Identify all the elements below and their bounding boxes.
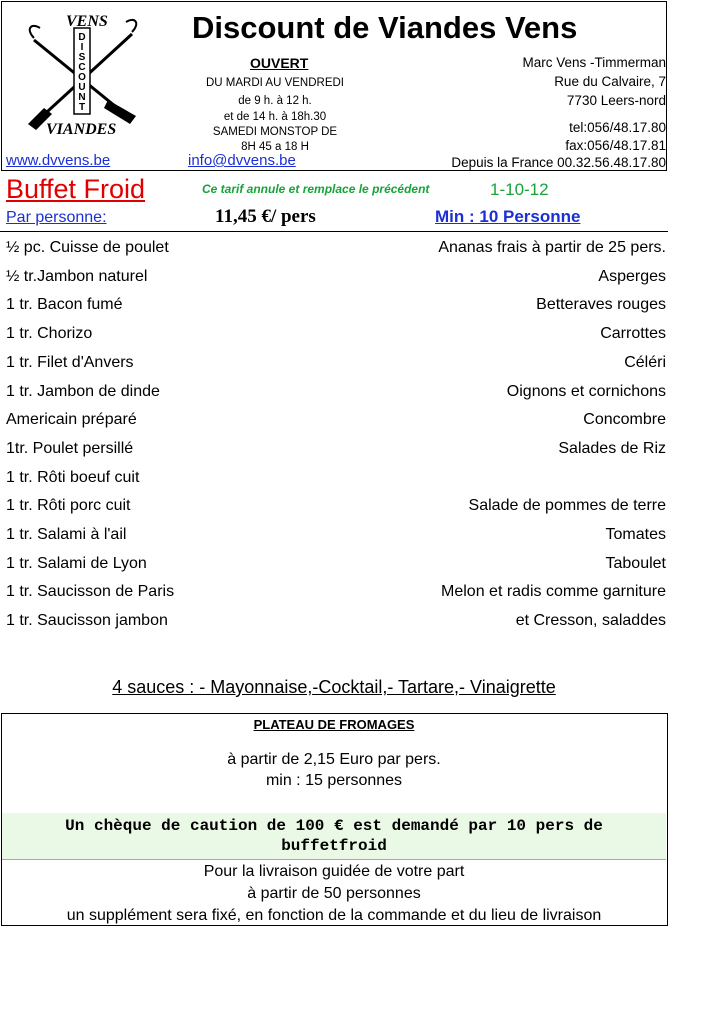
france-phone: Depuis la France 00.32.56.48.17.80 [451,155,666,170]
buffet-item-left: 1 tr. Saucisson de Paris [6,583,175,600]
tarif-date: 1-10-12 [490,180,549,199]
logo-top-text: VENS [66,13,108,30]
sauces-line: 4 sauces : - Mayonnaise,-Cocktail,- Tartare,- Vinaigrette [112,677,556,697]
buffet-item-right: et Cresson, saladdes [515,612,666,629]
buffet-item-left: 1 tr. Rôti boeuf cuit [6,469,140,486]
caution-divider [2,859,666,860]
buffet-item-left: Americain préparé [6,411,137,428]
buffet-item-left: 1 tr. Chorizo [6,325,93,342]
buffet-item-right: Asperges [598,268,666,285]
minimum-persons: Min : 10 Personne [435,207,581,226]
buffet-item-left: ½ tr.Jambon naturel [6,268,148,285]
logo-vertical-text: D I S C O U N T [78,32,86,113]
buffet-item-left: 1 tr. Salami à l'ail [6,526,127,543]
buffet-item-right: Melon et radis comme garniture [441,583,666,600]
buffet-item-right: Oignons et cornichons [506,383,666,400]
logo-bottom-text: VIANDES [46,121,117,138]
website-link[interactable]: www.dvvens.be [6,152,111,169]
buffet-item-left: 1tr. Poulet persillé [6,440,134,457]
buffet-title: Buffet Froid [6,174,146,204]
buffet-item-left: 1 tr. Rôti porc cuit [6,497,131,514]
hours-line: 8H 45 a 18 H [241,141,309,153]
caution-notice: Un chèque de caution de 100 € est demandé par 10 pers de buffetfroid [65,817,603,855]
buffet-item-right: Salades de Riz [558,440,666,457]
buffet-item-right: Concombre [583,411,666,428]
buffet-item-left: 1 tr. Bacon fumé [6,296,123,313]
header-divider [1,170,667,171]
par-personne-label: Par personne: [6,209,107,226]
fromage-minimum: min : 15 personnes [265,772,403,789]
fromage-price: à partir de 2,15 Euro par pers. [227,751,441,768]
buffet-item-right: Ananas frais à partir de 25 pers. [438,239,666,256]
tarif-note: Ce tarif annule et remplace le précédent [202,182,430,196]
address-line: Rue du Calvaire, 7 [554,74,666,89]
hours-line: DU MARDI AU VENDREDI [205,77,345,89]
fromage-title: PLATEAU DE FROMAGES [253,717,415,732]
buffet-item-left: 1 tr. Filet d'Anvers [6,354,134,371]
buffet-item-left: 1 tr. Jambon de dinde [6,383,160,400]
address-line: Marc Vens -Timmerman [522,55,666,70]
livraison-line: un supplément sera fixé, en fonction de la commande et du lieu de livraison [66,907,602,924]
phone-number: tel:056/48.17.80 [569,120,666,135]
price-per-person: 11,45 €/ pers [215,206,316,227]
buffet-item-right: Betteraves rouges [536,296,666,313]
hours-line: de 9 h. à 12 h. [238,95,312,107]
hours-line: SAMEDI MONSTOP DE [212,126,338,138]
buffet-item-right: Carrottes [600,325,666,342]
buffet-item-left: ½ pc. Cuisse de poulet [6,239,169,256]
buffet-item-right: Taboulet [605,555,666,572]
hours-line: et de 14 h. à 18h.30 [223,111,327,123]
address-line: 7730 Leers-nord [566,93,666,108]
email-link[interactable]: info@dvvens.be [188,152,296,169]
butcher-logo [24,12,142,142]
livraison-line: Pour la livraison guidée de votre part [203,863,465,880]
buffet-divider [0,231,668,232]
buffet-item-left: 1 tr. Saucisson jambon [6,612,168,629]
buffet-item-right: Céléri [624,354,666,371]
buffet-item-left: 1 tr. Salami de Lyon [6,555,147,572]
buffet-item-right: Tomates [605,526,666,543]
buffet-item-right: Salade de pommes de terre [468,497,666,514]
fax-number: fax:056/48.17.81 [565,138,666,153]
ouvert-label: OUVERT [250,55,309,71]
page-title: Discount de Viandes Vens [192,10,578,45]
livraison-line: à partir de 50 personnes [247,885,421,902]
